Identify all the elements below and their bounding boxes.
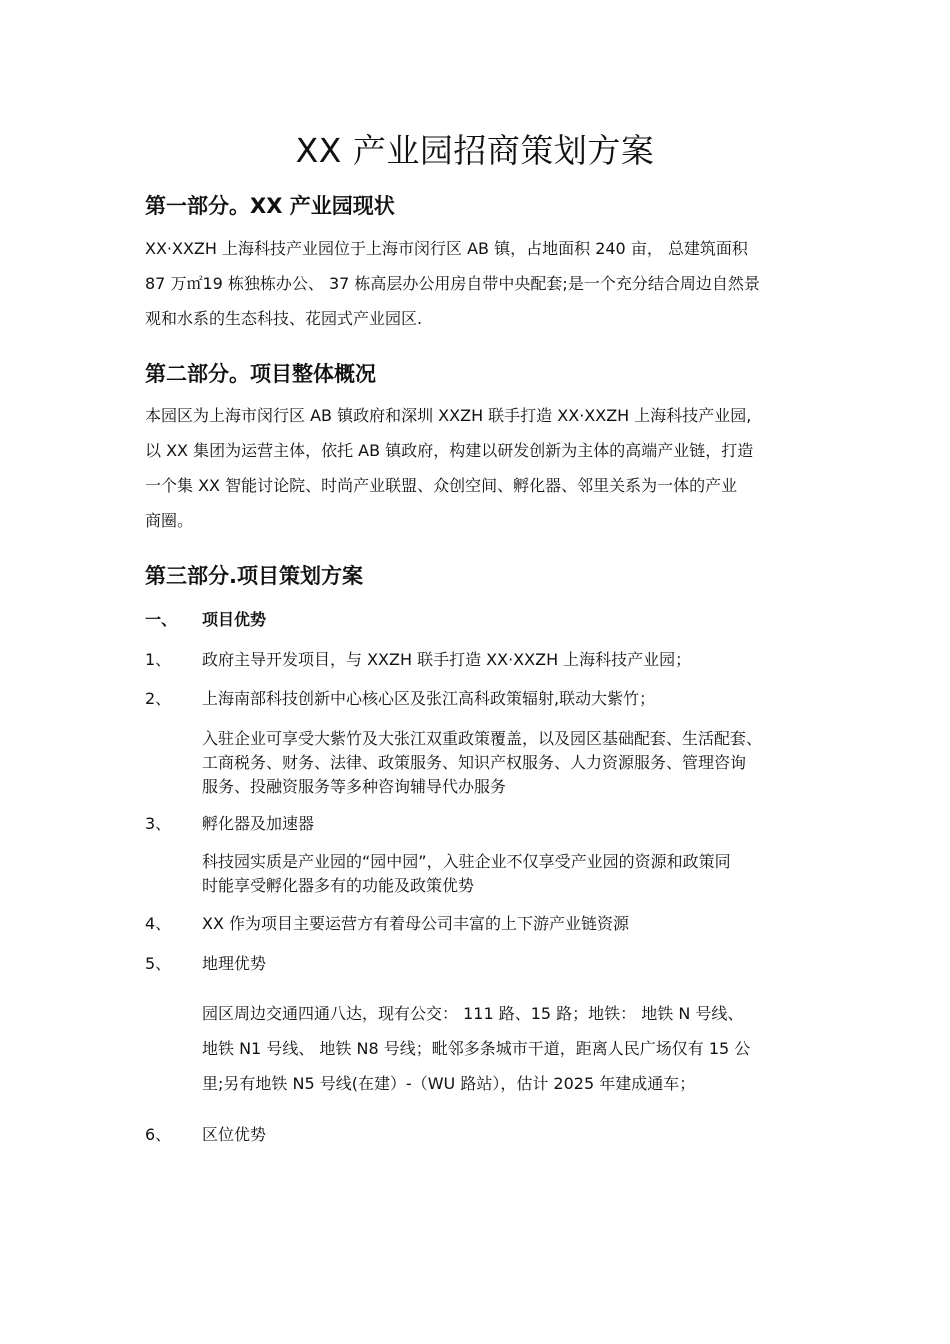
paragraph-line: 商圈。 (145, 511, 194, 530)
detail-line: 科技园实质是产业园的“园中园”，入驻企业不仅享受产业园的资源和政策同 (202, 852, 731, 871)
list-item-number: 3、 (145, 814, 172, 833)
list-item-number: 1、 (145, 650, 172, 669)
subsection-number: 一、 (145, 610, 178, 629)
subsection-label: 项目优势 (202, 610, 267, 629)
detail-line: 园区周边交通四通八达，现有公交： 111 路、15 路；地铁： 地铁 N 号线、 (202, 1004, 744, 1023)
list-item-detail (202, 996, 822, 1101)
paragraph-line: 观和水系的生态科技、花园式产业园区. (145, 309, 423, 328)
detail-line: 服务、投融资服务等多种咨询辅导代办服务 (202, 777, 507, 796)
list-item-number: 4、 (145, 914, 172, 933)
paragraph-line: 87 万㎡19 栋独栋办公、 37 栋高层办公用房自带中央配套;是一个充分结合周边自然景 (145, 274, 760, 293)
paragraph-line: 本园区为上海市闵行区 AB 镇政府和深圳 XXZH 联手打造 XX·XXZH 上海科技产业园, (145, 406, 752, 425)
section-heading-2: 第二部分。项目整体概况 (145, 362, 376, 386)
section-1-paragraph (145, 231, 815, 336)
document-title: XX 产业园招商策划方案 (295, 131, 655, 170)
list-item-text: 政府主导开发项目，与 XXZH 联手打造 XX·XXZH 上海科技产业园； (202, 650, 692, 669)
list-item-number: 6、 (145, 1125, 172, 1144)
detail-line: 入驻企业可享受大紫竹及大张江双重政策覆盖，以及园区基础配套、生活配套、 (202, 729, 763, 748)
list-item-text: 孵化器及加速器 (202, 814, 315, 833)
paragraph-line: 一个集 XX 智能讨论院、时尚产业联盟、众创空间、孵化器、邻里关系为一体的产业 (145, 476, 738, 495)
list-item-number: 5、 (145, 954, 172, 973)
detail-line: 时能享受孵化器多有的功能及政策优势 (202, 876, 475, 895)
list-item-detail (202, 727, 822, 799)
list-item-text: 地理优势 (202, 954, 267, 973)
list-item-text: XX 作为项目主要运营方有着母公司丰富的上下游产业链资源 (202, 914, 630, 933)
paragraph-line: XX·XXZH 上海科技产业园位于上海市闵行区 AB 镇，占地面积 240 亩， 总建筑面积 (145, 239, 748, 258)
list-item-text: 上海南部科技创新中心核心区及张江高科政策辐射,联动大紫竹； (202, 689, 656, 708)
paragraph-line: 以 XX 集团为运营主体，依托 AB 镇政府，构建以研发创新为主体的高端产业链，打造 (145, 441, 754, 460)
section-2-paragraph (145, 398, 815, 538)
list-item-number: 2、 (145, 689, 172, 708)
list-item-text: 区位优势 (202, 1125, 267, 1144)
section-heading-3: 第三部分.项目策划方案 (145, 564, 363, 588)
detail-line: 地铁 N1 号线、 地铁 N8 号线；毗邻多条城市干道，距离人民广场仅有 15 公 (202, 1039, 751, 1058)
detail-line: 里;另有地铁 N5 号线(在建）-（WU 路站），估计 2025 年建成通车； (202, 1074, 696, 1093)
detail-line: 工商税务、财务、法律、政策服务、知识产权服务、人力资源服务、管理咨询 (202, 753, 747, 772)
list-item-detail (202, 850, 822, 898)
section-heading-1: 第一部分。XX 产业园现状 (145, 194, 395, 218)
